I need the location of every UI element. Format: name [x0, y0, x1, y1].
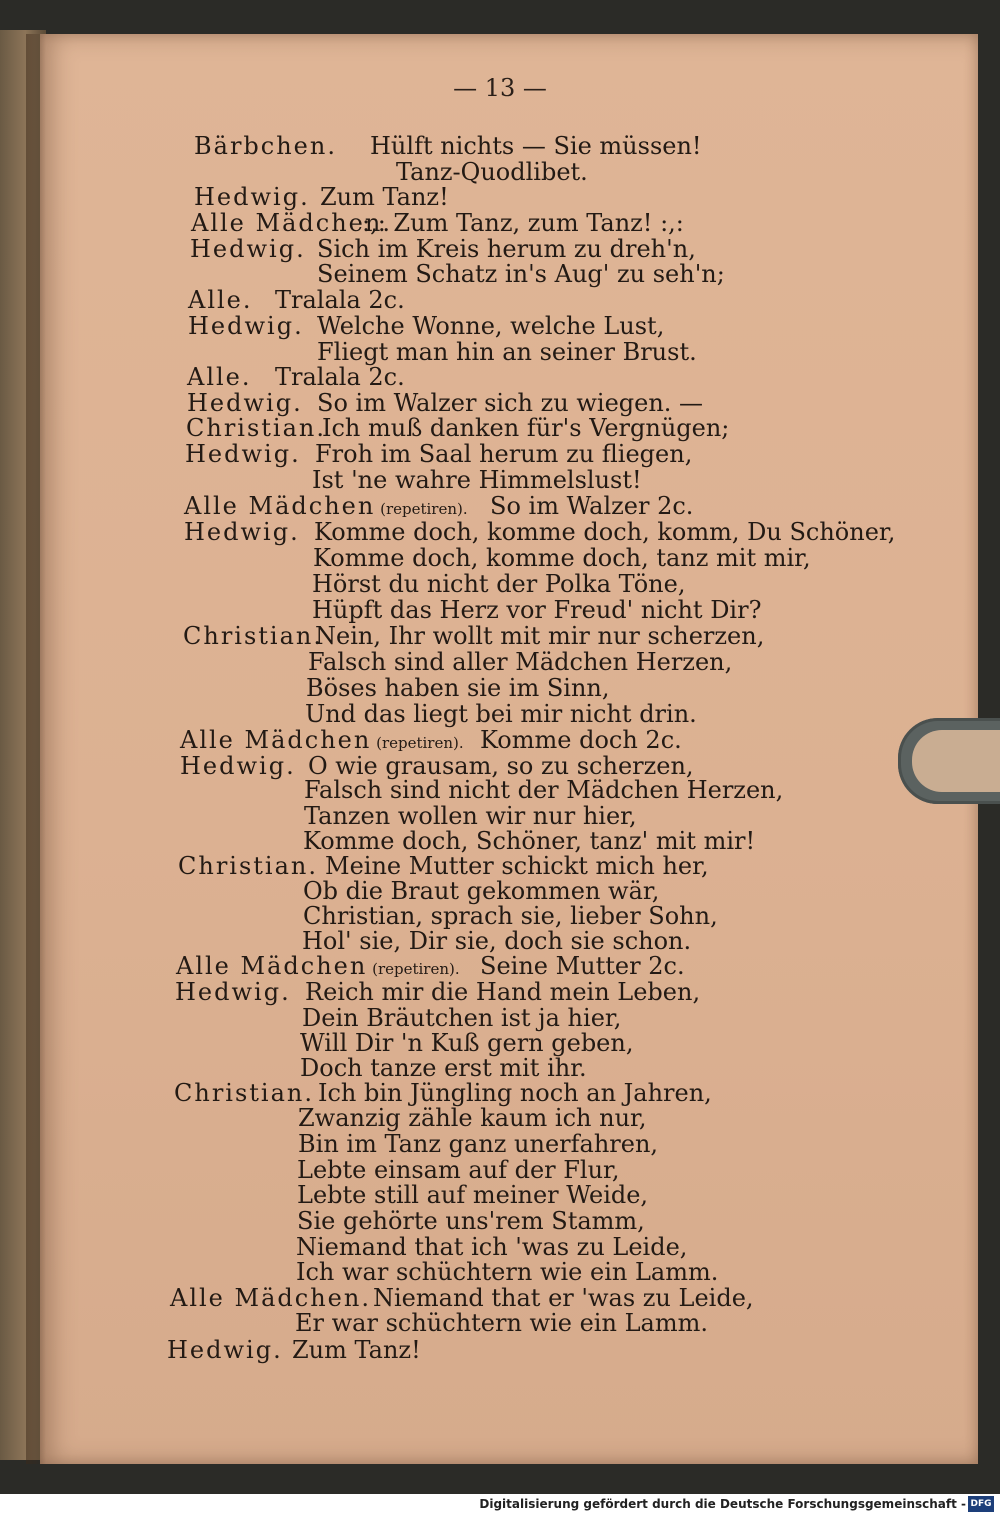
verse-line: Er war schüchtern wie ein Lamm. — [295, 1309, 708, 1337]
dialogue-text: So im Walzer sich zu wiegen. — — [317, 389, 704, 417]
dialogue-text: Tralala 2c. — [275, 363, 405, 391]
speaker-name: Alle Mädchen (repetiren). — [176, 952, 460, 980]
verse-line: Tanzen wollen wir nur hier, — [304, 802, 637, 830]
footer-bar — [0, 1494, 1000, 1516]
speaker-name: Alle Mädchen (repetiren). — [180, 726, 464, 754]
verse-line: Dein Bräutchen ist ja hier, — [302, 1004, 622, 1032]
dialogue-text: Komme doch, komme doch, komm, Du Schöner, — [314, 518, 896, 546]
verse-line: Falsch sind nicht der Mädchen Herzen, — [304, 776, 784, 804]
speaker-name: Christian. — [178, 852, 318, 880]
dfg-logo-icon: DFG — [968, 1496, 994, 1512]
verse-line: Sie gehörte uns'rem Stamm, — [297, 1207, 645, 1235]
speaker-name: Hedwig. — [167, 1336, 283, 1364]
verse-line: Seinem Schatz in's Aug' zu seh'n; — [317, 260, 725, 288]
speaker-name: Hedwig. — [194, 183, 310, 211]
dialogue-text: Froh im Saal herum zu fliegen, — [315, 440, 693, 468]
speaker-name: Bärbchen. — [194, 132, 337, 160]
verse-line: Hüpft das Herz vor Freud' nicht Dir? — [312, 596, 762, 624]
verse-line: Hol' sie, Dir sie, doch sie schon. — [302, 927, 692, 955]
speaker-name: Hedwig. — [175, 978, 291, 1006]
dialogue-text: Reich mir die Hand mein Leben, — [305, 978, 701, 1006]
verse-line: Falsch sind aller Mädchen Herzen, — [308, 648, 733, 676]
dialogue-text: Komme doch 2c. — [480, 726, 682, 754]
stage-note: (repetiren). — [371, 734, 464, 752]
speaker-name: Hedwig. — [185, 440, 301, 468]
verse-line: Tanz-Quodlibet. — [396, 158, 588, 186]
dialogue-text: Sich im Kreis herum zu dreh'n, — [317, 235, 696, 263]
dialogue-text: O wie grausam, so zu scherzen, — [308, 752, 694, 780]
speaker-name: Alle Mädchen. — [191, 209, 392, 237]
dialogue-text: Ich bin Jüngling noch an Jahren, — [318, 1079, 712, 1107]
scanner-clip — [898, 718, 1000, 804]
speaker-name: Alle Mädchen. — [170, 1284, 371, 1312]
dialogue-text: Tralala 2c. — [275, 286, 405, 314]
speaker-name: Alle. — [187, 363, 252, 391]
verse-line: Ist 'ne wahre Himmelslust! — [312, 466, 642, 494]
dialogue-text: Hülft nichts — Sie müssen! — [370, 132, 702, 160]
dialogue-text: Nein, Ihr wollt mit mir nur scherzen, — [315, 622, 765, 650]
speaker-name: Alle Mädchen (repetiren). — [184, 492, 468, 520]
verse-line: Böses haben sie im Sinn, — [306, 674, 610, 702]
speaker-name: Hedwig. — [190, 235, 306, 263]
dialogue-text: Welche Wonne, welche Lust, — [317, 312, 665, 340]
speaker-name: Alle. — [188, 286, 253, 314]
verse-line: Doch tanze erst mit ihr. — [300, 1054, 587, 1082]
verse-line: Ich war schüchtern wie ein Lamm. — [296, 1258, 719, 1286]
verse-line: Komme doch, Schöner, tanz' mit mir! — [303, 827, 756, 855]
speaker-name: Hedwig. — [180, 752, 296, 780]
verse-line: Lebte still auf meiner Weide, — [297, 1181, 649, 1209]
verse-line: Bin im Tanz ganz unerfahren, — [298, 1130, 659, 1158]
dialogue-text: Zum Tanz! — [320, 183, 449, 211]
verse-line: Hörst du nicht der Polka Töne, — [312, 570, 686, 598]
stage-note: (repetiren). — [375, 500, 468, 518]
dialogue-text: Seine Mutter 2c. — [480, 952, 685, 980]
speaker-name: Hedwig. — [188, 312, 304, 340]
dialogue-text: So im Walzer 2c. — [490, 492, 694, 520]
page-number: — 13 — — [453, 74, 547, 102]
speaker-name: Christian. — [174, 1079, 314, 1107]
verse-line: Will Dir 'n Kuß gern geben, — [300, 1029, 634, 1057]
footer-credit: Digitalisierung gefördert durch die Deutsche Forschungsgemeinschaft - — [479, 1497, 966, 1511]
dialogue-text: Meine Mutter schickt mich her, — [325, 852, 709, 880]
verse-line: Und das liegt bei mir nicht drin. — [305, 700, 697, 728]
speaker-name: Hedwig. — [187, 389, 303, 417]
verse-line: Christian, sprach sie, lieber Sohn, — [303, 902, 718, 930]
verse-line: Ob die Braut gekommen wär, — [303, 877, 660, 905]
page-gutter-shadow — [26, 34, 46, 1464]
dialogue-text: :,: Zum Tanz, zum Tanz! :,: — [362, 209, 684, 237]
dialogue-text: Niemand that er 'was zu Leide, — [373, 1284, 754, 1312]
verse-line: Komme doch, komme doch, tanz mit mir, — [313, 544, 811, 572]
verse-line: Fliegt man hin an seiner Brust. — [317, 338, 697, 366]
dialogue-text: Ich muß danken für's Vergnügen; — [322, 414, 730, 442]
verse-line: Zwanzig zähle kaum ich nur, — [298, 1104, 647, 1132]
verse-line: Lebte einsam auf der Flur, — [297, 1156, 620, 1184]
dialogue-text: Zum Tanz! — [292, 1336, 421, 1364]
speaker-name: Christian. — [186, 414, 326, 442]
speaker-name: Christian. — [183, 622, 323, 650]
stage-note: (repetiren). — [367, 960, 460, 978]
speaker-name: Hedwig. — [184, 518, 300, 546]
verse-line: Niemand that ich 'was zu Leide, — [296, 1233, 688, 1261]
